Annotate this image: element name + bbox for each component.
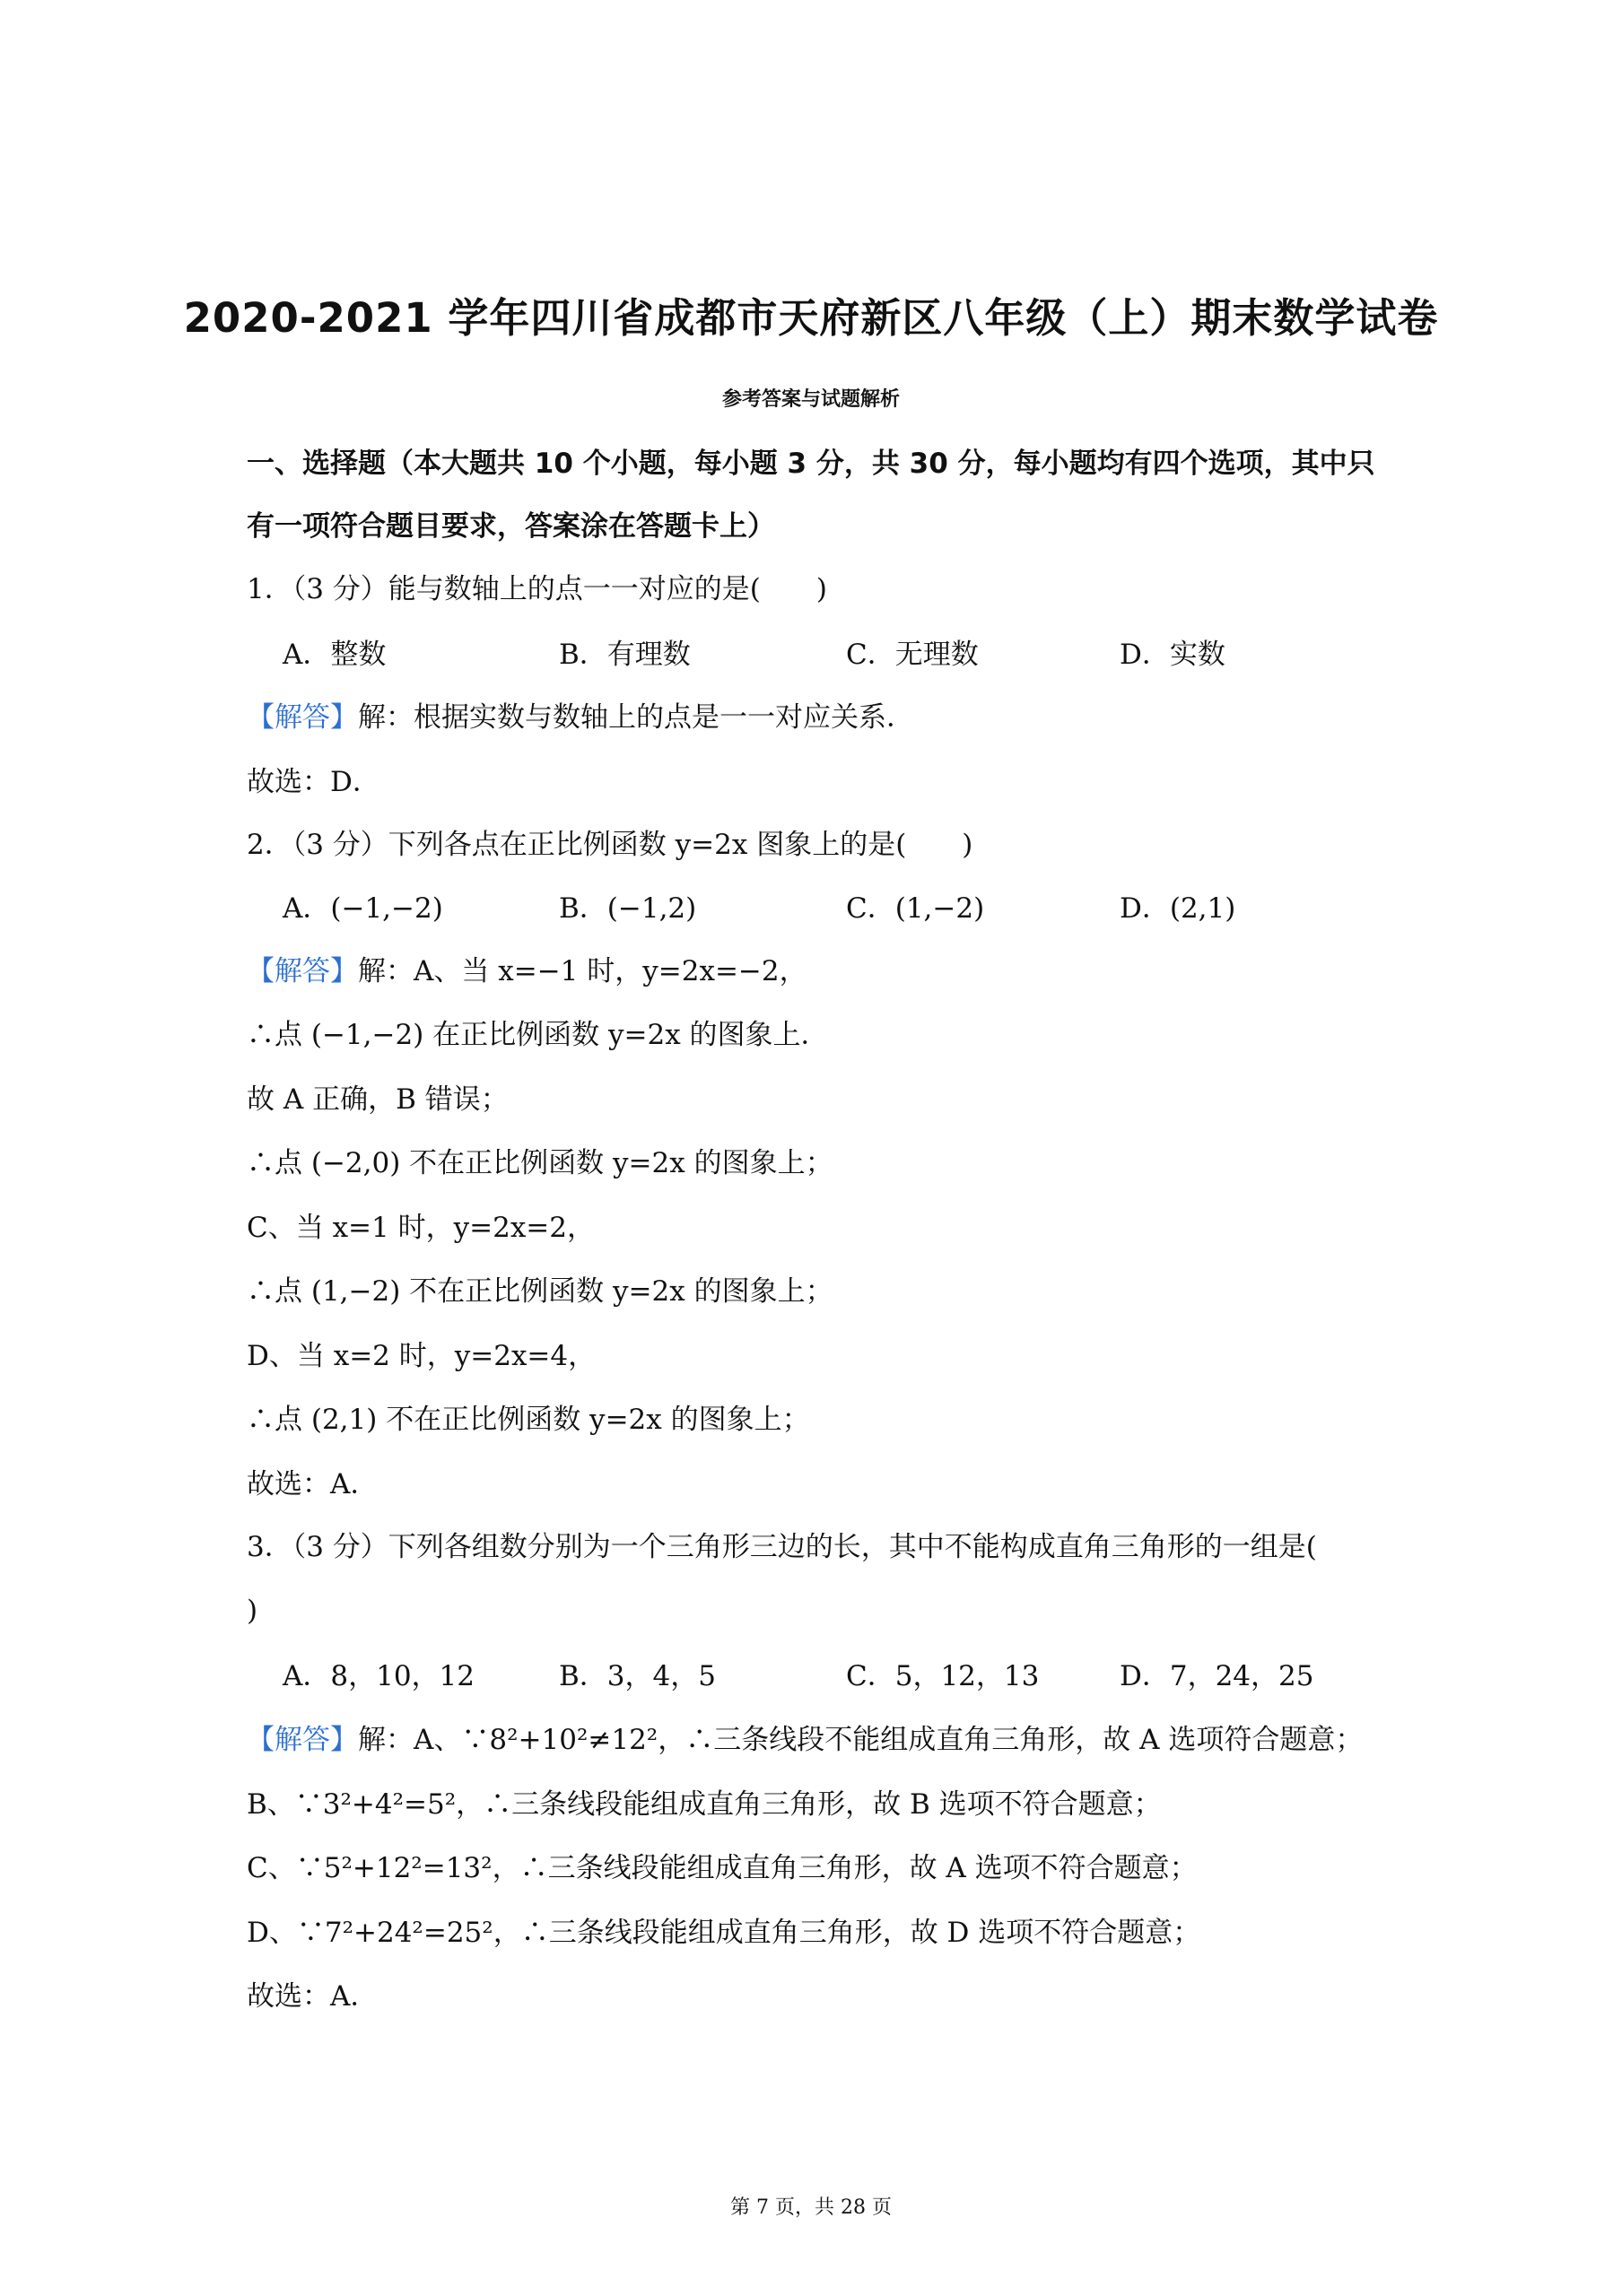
question-3-stem-line-2: ) <box>247 1595 258 1627</box>
question-2-solution-line-2: ∴点 (−1,−2) 在正比例函数 y=2x 的图象上． <box>247 1019 829 1051</box>
question-2-solution-line-5: C、当 x=1 时，y=2x=2， <box>247 1212 595 1244</box>
section-heading-line-2: 有一项符合题目要求，答案涂在答题卡上） <box>247 510 775 543</box>
solution-line: 解：A、当 x=−1 时，y=2x=−2， <box>358 955 807 987</box>
question-1-option-b: B．有理数 <box>559 639 691 671</box>
answer-tag: 【解答】 <box>247 1724 358 1756</box>
question-2-option-d: D．(2,1) <box>1120 892 1236 925</box>
question-2-option-c: C．(1,−2) <box>846 892 985 925</box>
question-3-choice: 故选：A． <box>247 1980 379 2013</box>
question-2-stem: 2．（3 分）下列各点在正比例函数 y=2x 图象上的是( ) <box>247 829 973 861</box>
question-3-option-b: B．3，4，5 <box>559 1660 716 1692</box>
answer-tag: 【解答】 <box>247 701 358 734</box>
question-2-solution-line-6: ∴点 (1,−2) 不在正比例函数 y=2x 的图象上； <box>247 1275 833 1308</box>
question-3-solution-line-2: B、∵3²+4²=5²，∴三条线段能组成直角三角形，故 B 选项不符合题意； <box>247 1788 1162 1821</box>
question-3-option-a: A．8，10，12 <box>283 1660 475 1692</box>
question-1-solution <box>247 700 914 735</box>
answer-tag: 【解答】 <box>247 955 358 987</box>
question-2-option-b: B．(−1,2) <box>559 892 697 925</box>
question-3-stem-line-1: 3．（3 分）下列各组数分别为一个三角形三边的长，其中不能构成直角三角形的一组是( <box>247 1531 1317 1563</box>
question-2-solution-line-8: ∴点 (2,1) 不在正比例函数 y=2x 的图象上； <box>247 1404 810 1436</box>
question-2-solution-line-7: D、当 x=2 时，y=2x=4， <box>247 1340 597 1372</box>
question-3-solution-line-3: C、∵5²+12²=13²，∴三条线段能组成直角三角形，故 A 选项不符合题意； <box>247 1852 1198 1884</box>
question-1-option-a: A．整数 <box>283 639 387 671</box>
question-2-solution-line-3: 故 A 正确，B 错误； <box>247 1083 509 1116</box>
question-3-solution-line-4: D、∵7²+24²=25²，∴三条线段能组成直角三角形，故 D 选项不符合题意； <box>247 1917 1201 1949</box>
solution-line: 解：根据实数与数轴上的点是一一对应关系． <box>358 701 914 734</box>
page-title: 2020-2021 学年四川省成都市天府新区八年级（上）期末数学试卷 <box>183 294 1439 342</box>
section-heading-line-1: 一、选择题（本大题共 10 个小题，每小题 3 分，共 30 分，每小题均有四个选项，其中只 <box>247 448 1375 480</box>
question-1-option-c: C．无理数 <box>846 639 979 671</box>
question-3-option-d: D．7，24，25 <box>1120 1660 1314 1692</box>
question-2-choice: 故选：A． <box>247 1468 379 1500</box>
question-1-stem: 1．（3 分）能与数轴上的点一一对应的是( ) <box>247 573 827 605</box>
question-2-solution-line-4: ∴点 (−2,0) 不在正比例函数 y=2x 的图象上； <box>247 1147 833 1179</box>
solution-line: 解：A、∵8²+10²≠12²，∴三条线段不能组成直角三角形，故 A 选项符合题意； <box>358 1724 1364 1756</box>
question-2-option-a: A．(−1,−2) <box>283 892 443 925</box>
page-subtitle: 参考答案与试题解析 <box>721 388 900 411</box>
question-1-option-d: D．实数 <box>1120 639 1225 671</box>
question-2-solution-line-1 <box>247 953 807 989</box>
page-footer: 第 7 页，共 28 页 <box>730 2196 892 2219</box>
question-3-option-c: C．5，12，13 <box>846 1660 1040 1692</box>
question-3-solution-line-1 <box>247 1722 1363 1758</box>
question-1-choice: 故选：D． <box>247 766 380 798</box>
